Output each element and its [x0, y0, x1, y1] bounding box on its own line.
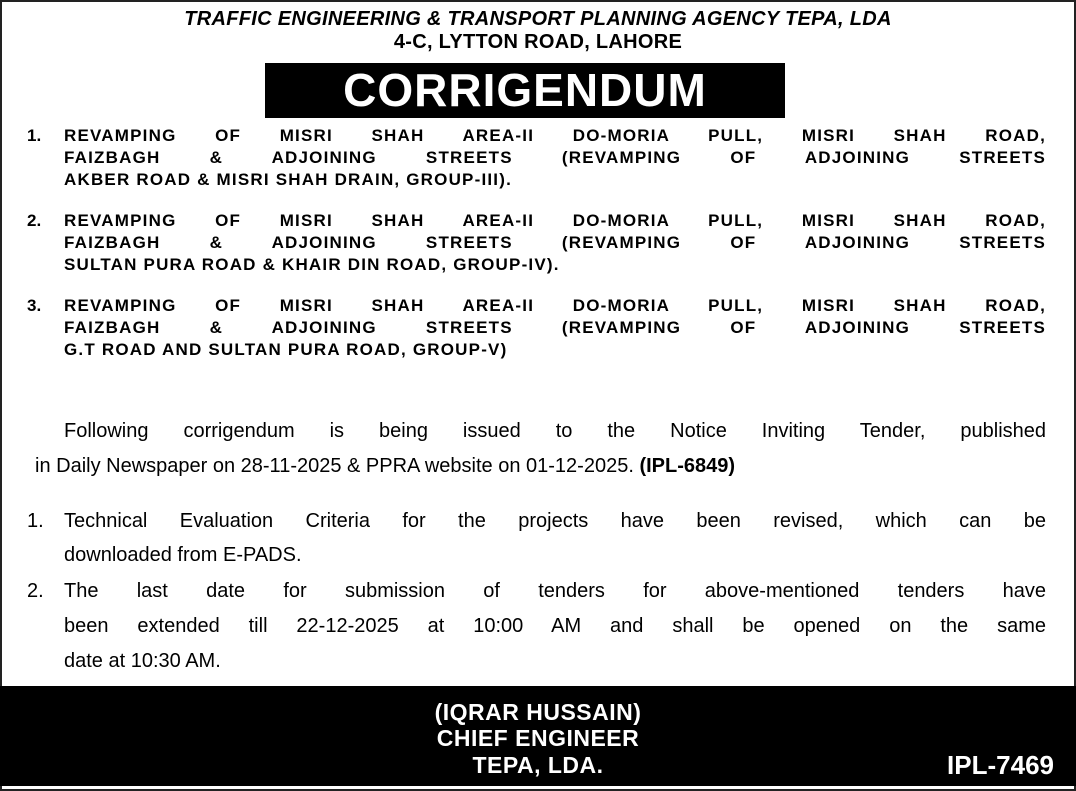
document-title: CORRIGENDUM	[265, 63, 785, 118]
project-line: G.T ROAD AND SULTAN PURA ROAD, GROUP-V)	[64, 340, 508, 359]
project-line: FAIZBAGH & ADJOINING STREETS (REVAMPING OF ADJOINING STREETS	[64, 148, 1046, 167]
point-line: been extended till 22-12-2025 at 10:00 AM and shall be opened on the same	[64, 615, 1046, 637]
project-number: 3.	[27, 296, 42, 315]
project-number: 2.	[27, 211, 42, 230]
project-line: SULTAN PURA ROAD & KHAIR DIN ROAD, GROUP-IV).	[64, 255, 560, 274]
agency-name: TRAFFIC ENGINEERING & TRANSPORT PLANNING AGENCY TEPA, LDA	[184, 8, 892, 30]
point-number: 1.	[27, 510, 44, 532]
project-line: FAIZBAGH & ADJOINING STREETS (REVAMPING OF ADJOINING STREETS	[64, 318, 1046, 337]
intro-line-1	[64, 420, 1046, 446]
intro-line-2	[35, 455, 735, 478]
project-line: FAIZBAGH & ADJOINING STREETS (REVAMPING OF ADJOINING STREETS	[64, 233, 1046, 252]
point-line: date at 10:30 AM.	[64, 650, 221, 672]
project-line: REVAMPING OF MISRI SHAH AREA-II DO-MORIA PULL, MISRI SHAH ROAD,	[64, 126, 1046, 145]
point-number: 2.	[27, 580, 44, 602]
intro-ref: (IPL-6849)	[639, 455, 736, 477]
agency-address: 4-C, LYTTON ROAD, LAHORE	[393, 31, 683, 53]
point-line: The last date for submission of tenders for above-mentioned tenders have	[64, 580, 1046, 602]
project-line: AKBER ROAD & MISRI SHAH DRAIN, GROUP-III).	[64, 170, 513, 189]
signatory-name: (IQRAR HUSSAIN)	[434, 699, 642, 725]
ipl-number: IPL-7469	[947, 750, 1054, 780]
point-line: downloaded from E-PADS.	[64, 544, 302, 566]
project-number: 1.	[27, 126, 42, 145]
intro-text-1: Following corrigendum is being issued to the Notice Inviting Tender, published	[64, 420, 1046, 442]
signatory-designation: CHIEF ENGINEER	[436, 725, 640, 751]
signatory-org: TEPA, LDA.	[472, 752, 604, 778]
intro-text-2: in Daily Newspaper on 28-11-2025 & PPRA website on 01-12-2025.	[35, 455, 634, 477]
project-line: REVAMPING OF MISRI SHAH AREA-II DO-MORIA PULL, MISRI SHAH ROAD,	[64, 296, 1046, 315]
project-line: REVAMPING OF MISRI SHAH AREA-II DO-MORIA PULL, MISRI SHAH ROAD,	[64, 211, 1046, 230]
signature-block	[0, 686, 1076, 786]
point-line: Technical Evaluation Criteria for the projects have been revised, which can be	[64, 510, 1046, 532]
